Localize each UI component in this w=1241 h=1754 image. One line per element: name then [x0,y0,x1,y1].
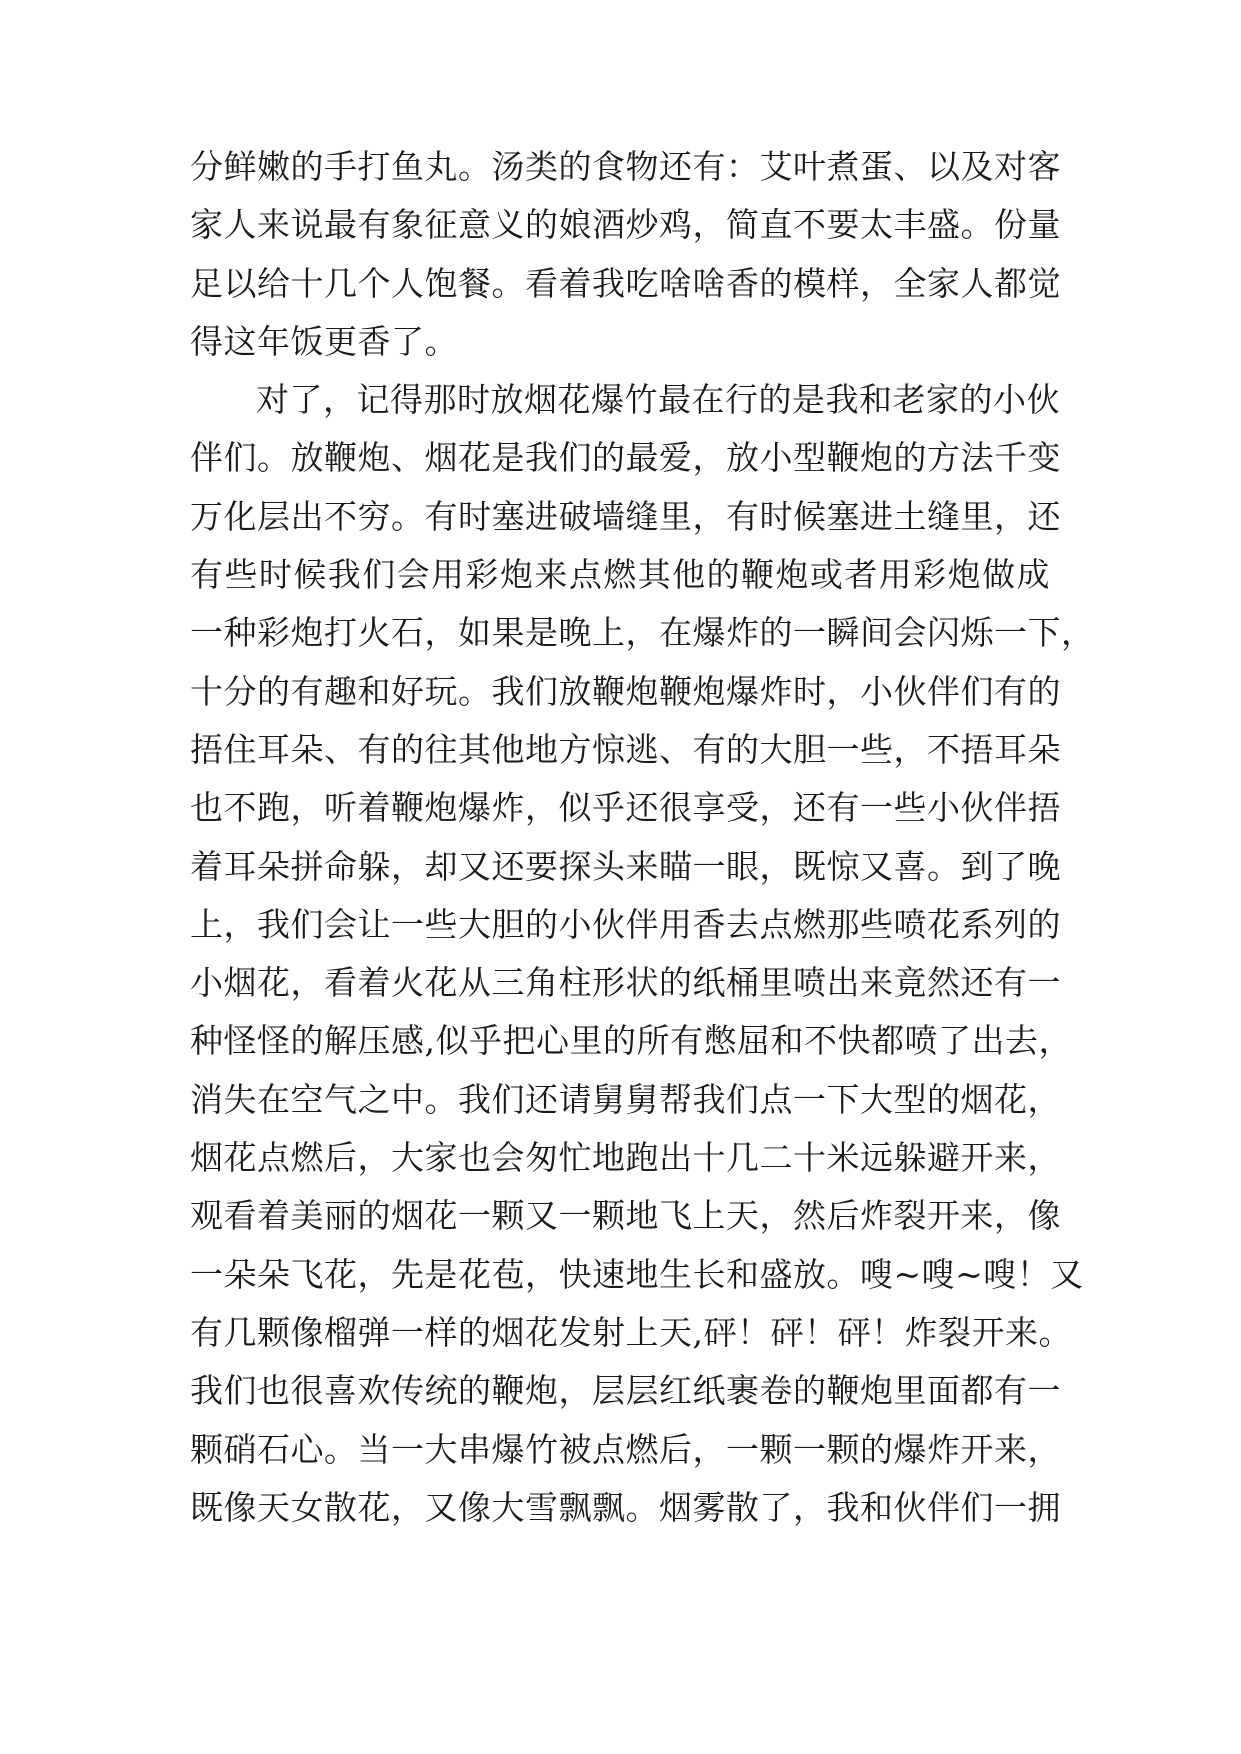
text-line: 观看着美丽的烟花一颗又一颗地飞上天，然后炸裂开来，像 [190,1196,1061,1236]
text-line: 十分的有趣和好玩。我们放鞭炮鞭炮爆炸时，小伙伴们有的 [190,671,1061,711]
text-line: 对了，记得那时放烟花爆竹最在行的是我和老家的小伙 [256,380,1060,420]
text-line: 小烟花，看着火花从三角柱形状的纸桶里喷出来竟然还有一 [190,963,1061,1003]
text-line: 上，我们会让一些大胆的小伙伴用香去点燃那些喷花系列的 [190,904,1061,944]
text-line: 足以给十几个人饱餐。看着我吃啥啥香的模样，全家人都觉 [190,263,1061,303]
text-line: 一朵朵飞花，先是花苞，快速地生长和盛放。嗖~嗖~嗖！又 [190,1254,1084,1294]
text-line: 烟花点燃后，大家也会匆忙地跑出十几二十米远躲避开来， [190,1138,1061,1178]
text-line: 种怪怪的解压感,似乎把心里的所有憋屈和不快都喷了出去， [190,1021,1072,1061]
paragraph [190,371,1095,1537]
text-line: 有几颗像榴弹一样的烟花发射上天,砰！砰！砰！炸裂开来。 [190,1312,1072,1352]
text-line: 有些时候我们会用彩炮来点燃其他的鞭炮或者用彩炮做成 [190,555,1050,595]
text-line: 得这年饭更香了。 [190,321,458,361]
text-line: 颗硝石心。当一大串爆竹被点燃后，一颗一颗的爆炸开来， [190,1429,1061,1469]
text-line: 伴们。放鞭炮、烟花是我们的最爱，放小型鞭炮的方法千变 [190,438,1061,478]
text-line: 捂住耳朵、有的往其他地方惊逃、有的大胆一些，不捂耳朵 [190,729,1061,769]
text-line: 家人来说最有象征意义的娘酒炒鸡，简直不要太丰盛。份量 [190,205,1061,245]
text-line: 消失在空气之中。我们还请舅舅帮我们点一下大型的烟花， [190,1079,1061,1119]
paragraph [190,138,1061,371]
text-line: 着耳朵拼命躲，却又还要探头来瞄一眼，既惊又喜。到了晚 [190,846,1061,886]
text-line: 我们也很喜欢传统的鞭炮，层层红纸裹卷的鞭炮里面都有一 [190,1371,1061,1411]
text-line: 也不跑，听着鞭炮爆炸，似乎还很享受，还有一些小伙伴捂 [190,788,1061,828]
document-body [190,138,1095,1537]
text-line: 万化层出不穷。有时塞进破墙缝里，有时候塞进土缝里，还 [190,496,1061,536]
text-line: 分鲜嫩的手打鱼丸。汤类的食物还有：艾叶煮蛋、以及对客 [190,147,1061,186]
text-line: 一种彩炮打火石，如果是晚上，在爆炸的一瞬间会闪烁一下， [190,613,1095,653]
text-line: 既像天女散花，又像大雪飘飘。烟雾散了，我和伙伴们一拥 [190,1487,1061,1527]
